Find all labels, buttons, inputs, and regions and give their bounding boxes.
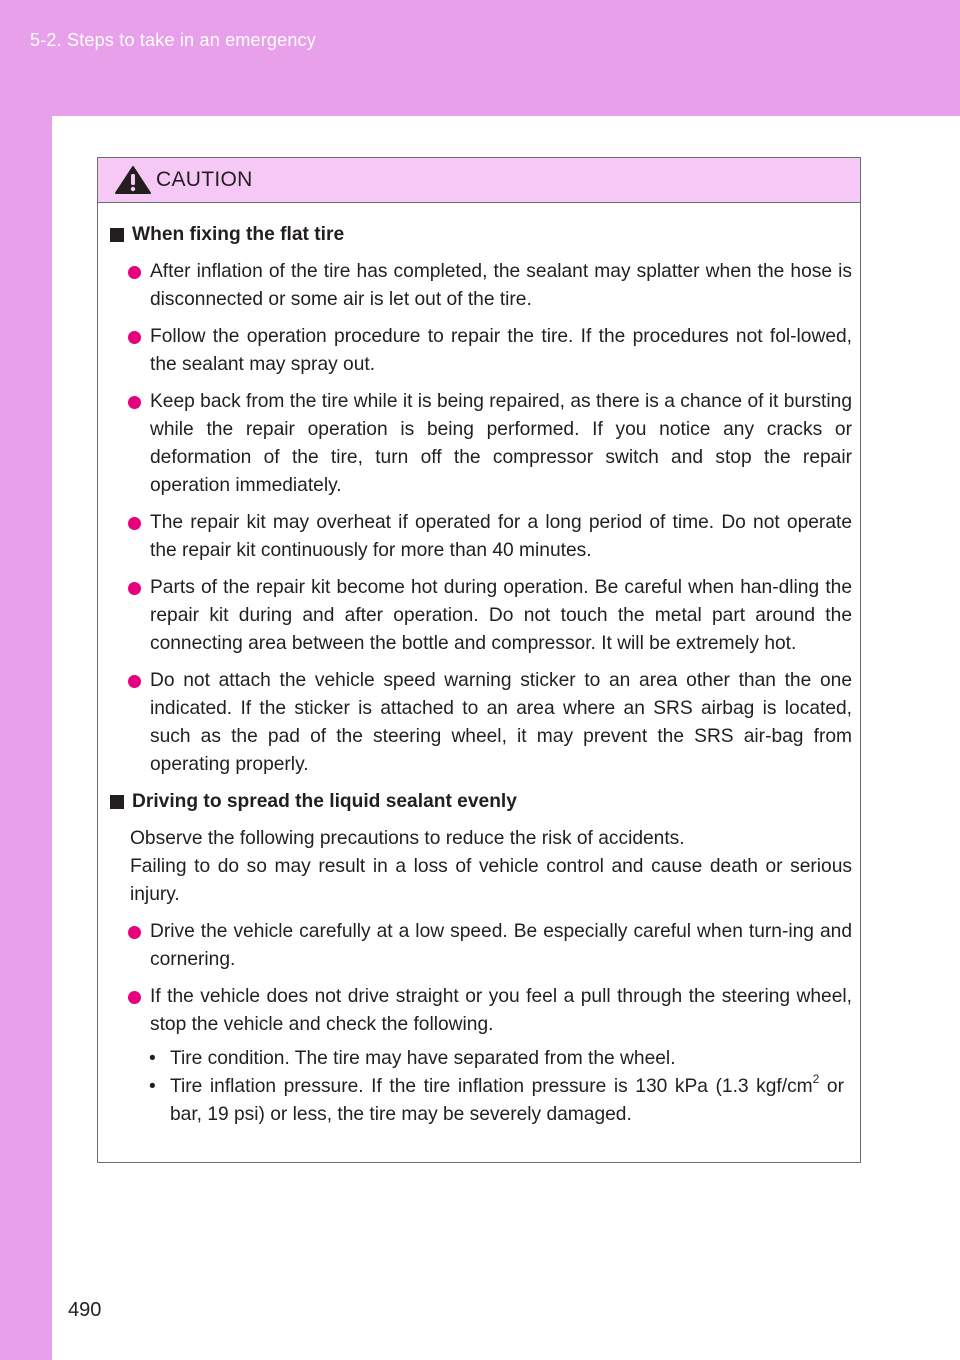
sub-list-item-text: Tire condition. The tire may have separated from the wheel. — [170, 1048, 676, 1069]
square-bullet-icon — [110, 795, 124, 809]
header-band — [0, 0, 960, 116]
list-item-text: Do not attach the vehicle speed warning sticker to an area other than the one indicated. If the sticker is attached to an area where an SRS airbag is located, such as the pad of the steering wheel, it may prevent the SRS air-bag from operating properly. — [150, 670, 852, 775]
middle-dot-icon: • — [149, 1076, 156, 1097]
caution-body — [98, 203, 860, 1129]
sub-list-item-text: or bar, 19 psi) or less, the tire may be severely damaged. — [170, 1076, 844, 1125]
list-item — [106, 509, 852, 565]
list-item — [106, 983, 852, 1039]
list-item-text: If the vehicle does not drive straight or you feel a pull through the steering wheel, stop the vehicle and check the following. — [150, 986, 852, 1035]
caution-title: CAUTION — [156, 168, 253, 191]
bullet-dot-icon — [128, 396, 141, 409]
bullet-dot-icon — [128, 266, 141, 279]
list-item — [106, 918, 852, 974]
list-item — [106, 667, 852, 779]
warning-triangle-icon — [114, 165, 152, 195]
bullet-dot-icon — [128, 582, 141, 595]
heading-text: When fixing the flat tire — [132, 224, 345, 245]
list-item — [106, 388, 852, 500]
sub-list-item-text: Tire inflation pressure. If the tire inflation pressure is 130 kPa (1.3 kgf/cm — [170, 1076, 813, 1097]
list-item-text: Follow the operation procedure to repair the tire. If the procedures not fol-lowed, the sealant may spray out. — [150, 326, 852, 375]
bullet-dot-icon — [128, 517, 141, 530]
list-item-text: The repair kit may overheat if operated for a long period of time. Do not operate the repair kit continuously for more than 40 minutes. — [150, 512, 852, 561]
page-number: 490 — [68, 1299, 102, 1321]
paragraph: Failing to do so may result in a loss of vehicle control and cause death or serious injury. — [130, 856, 852, 905]
list-item-text: Parts of the repair kit become hot during operation. Be careful when han-dling the repair kit during and after operation. Do not touch the metal part around the connecting area between the bottle and compressor. It will be extremely hot. — [150, 577, 852, 654]
list-item — [106, 323, 852, 379]
list-item — [106, 258, 852, 314]
superscript: 2 — [812, 1072, 820, 1086]
bullet-dot-icon — [128, 991, 141, 1004]
side-band — [0, 116, 52, 1360]
square-bullet-icon — [110, 228, 124, 242]
bullet-dot-icon — [128, 331, 141, 344]
middle-dot-icon: • — [149, 1048, 156, 1069]
section-heading — [106, 788, 852, 816]
bullet-dot-icon — [128, 675, 141, 688]
heading-text: Driving to spread the liquid sealant evenly — [132, 791, 517, 812]
sub-list — [106, 1045, 852, 1129]
list-item-text: Keep back from the tire while it is being repaired, as there is a chance of it bursting while the repair operation is being performed. If you notice any cracks or deformation of the tire, turn off the compressor switch and stop the repair operation immediately. — [150, 391, 852, 496]
section-title: 5-2. Steps to take in an emergency — [30, 30, 316, 50]
list-item — [106, 574, 852, 658]
list-item-text: After inflation of the tire has completed, the sealant may splatter when the hose is disconnected or some air is let out of the tire. — [150, 261, 852, 310]
list-item-text: Drive the vehicle carefully at a low speed. Be especially careful when turn-ing and cornering. — [150, 921, 852, 970]
sub-list-item — [106, 1073, 852, 1129]
caution-box — [97, 157, 861, 1163]
sub-list-item — [106, 1045, 852, 1073]
bullet-dot-icon — [128, 926, 141, 939]
section-heading — [106, 221, 852, 249]
paragraph: Observe the following precautions to reduce the risk of accidents. — [130, 828, 685, 849]
caution-header — [98, 158, 860, 203]
